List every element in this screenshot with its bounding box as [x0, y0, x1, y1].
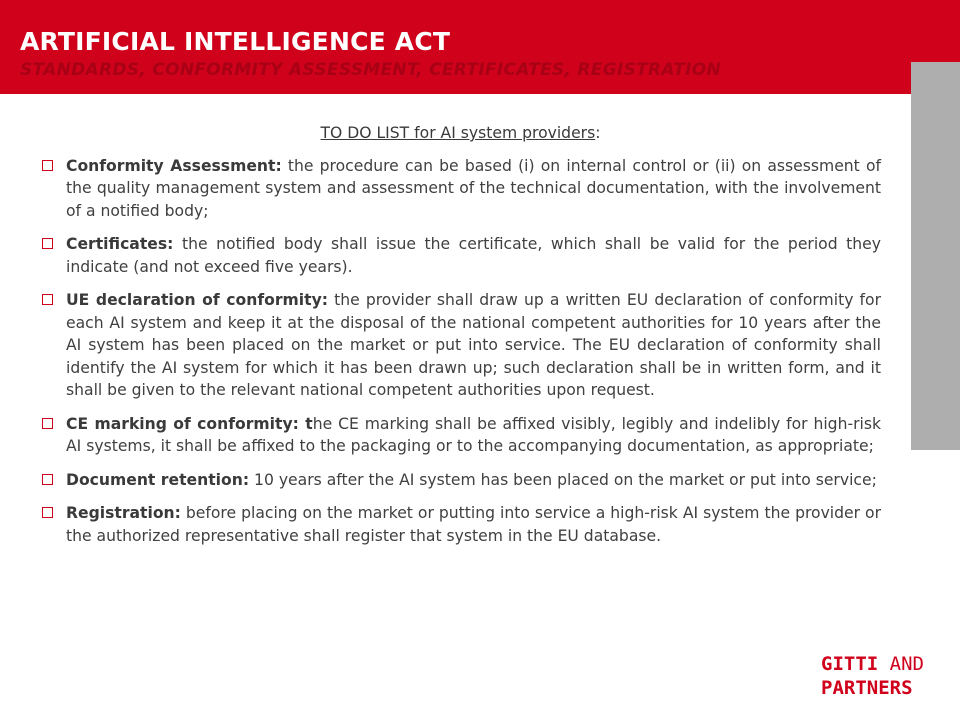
logo-word-gitti: GITTI: [821, 653, 879, 675]
item-text: the notified body shall issue the certificate, which shall be valid for the period they indicate (and not exceed five years).: [66, 235, 881, 276]
side-accent-bar: [911, 62, 960, 450]
list-title: [40, 122, 881, 145]
item-text: the procedure can be based (i) on internal control or (ii) on assessment of the quality management system and assessment of the technical documentation, with the involvement of a notified body;: [66, 156, 881, 220]
slide-subtitle: STANDARDS, CONFORMITY ASSESSMENT, CERTIFICATES, REGISTRATION: [20, 60, 722, 80]
list-item: [40, 413, 881, 458]
checkbox-icon: [42, 238, 53, 249]
checkbox-icon: [42, 474, 53, 485]
checkbox-icon: [42, 507, 53, 518]
logo-line-2: PARTNERS: [821, 677, 913, 699]
item-label: Conformity Assessment:: [66, 156, 282, 175]
slide-title: ARTIFICIAL INTELLIGENCE ACT: [20, 27, 451, 56]
item-text: the provider shall draw up a written EU declaration of conformity for each AI system and keep it at the disposal of the national competent authorities for 10 years after the AI system has been placed on the market or put into service. The EU declaration of conformity shall identify the AI system for which it has been drawn up; such declaration shall be in written form, and it shall be given to the relevant national competent authorities upon request.: [66, 291, 881, 399]
item-text: he CE marking shall be affixed visibly, legibly and indelibly for high-risk AI systems, it shall be affixed to the packaging or to the accompanying documentation, as appropriate;: [66, 414, 881, 455]
item-label: Certificates:: [66, 235, 174, 253]
header-banner: [0, 0, 960, 94]
checkbox-icon: [42, 418, 53, 429]
checkbox-icon: [42, 294, 53, 305]
todo-list: [40, 155, 881, 548]
item-label: Document retention:: [66, 470, 250, 489]
item-label: Registration:: [66, 504, 181, 522]
item-text: before placing on the market or putting into service a high-risk AI system the provider or the authorized representative shall register that system in the EU database.: [66, 504, 881, 545]
list-item: [40, 502, 881, 547]
list-item: [40, 233, 881, 278]
list-item: [40, 469, 881, 492]
item-label: UE declaration of conformity:: [66, 291, 328, 309]
list-title-text: TO DO LIST for AI system providers: [320, 124, 596, 142]
list-title-colon: :: [595, 124, 601, 142]
list-item: [40, 289, 881, 402]
item-label: CE marking of conformity: t: [66, 414, 313, 433]
logo-line-1: [821, 652, 951, 676]
item-text: 10 years after the AI system has been placed on the market or put into service;: [249, 470, 877, 489]
content-area: [40, 122, 881, 558]
logo-word-and: AND: [878, 653, 924, 675]
company-logo: [821, 652, 951, 700]
checkbox-icon: [42, 160, 53, 171]
list-item: [40, 155, 881, 223]
